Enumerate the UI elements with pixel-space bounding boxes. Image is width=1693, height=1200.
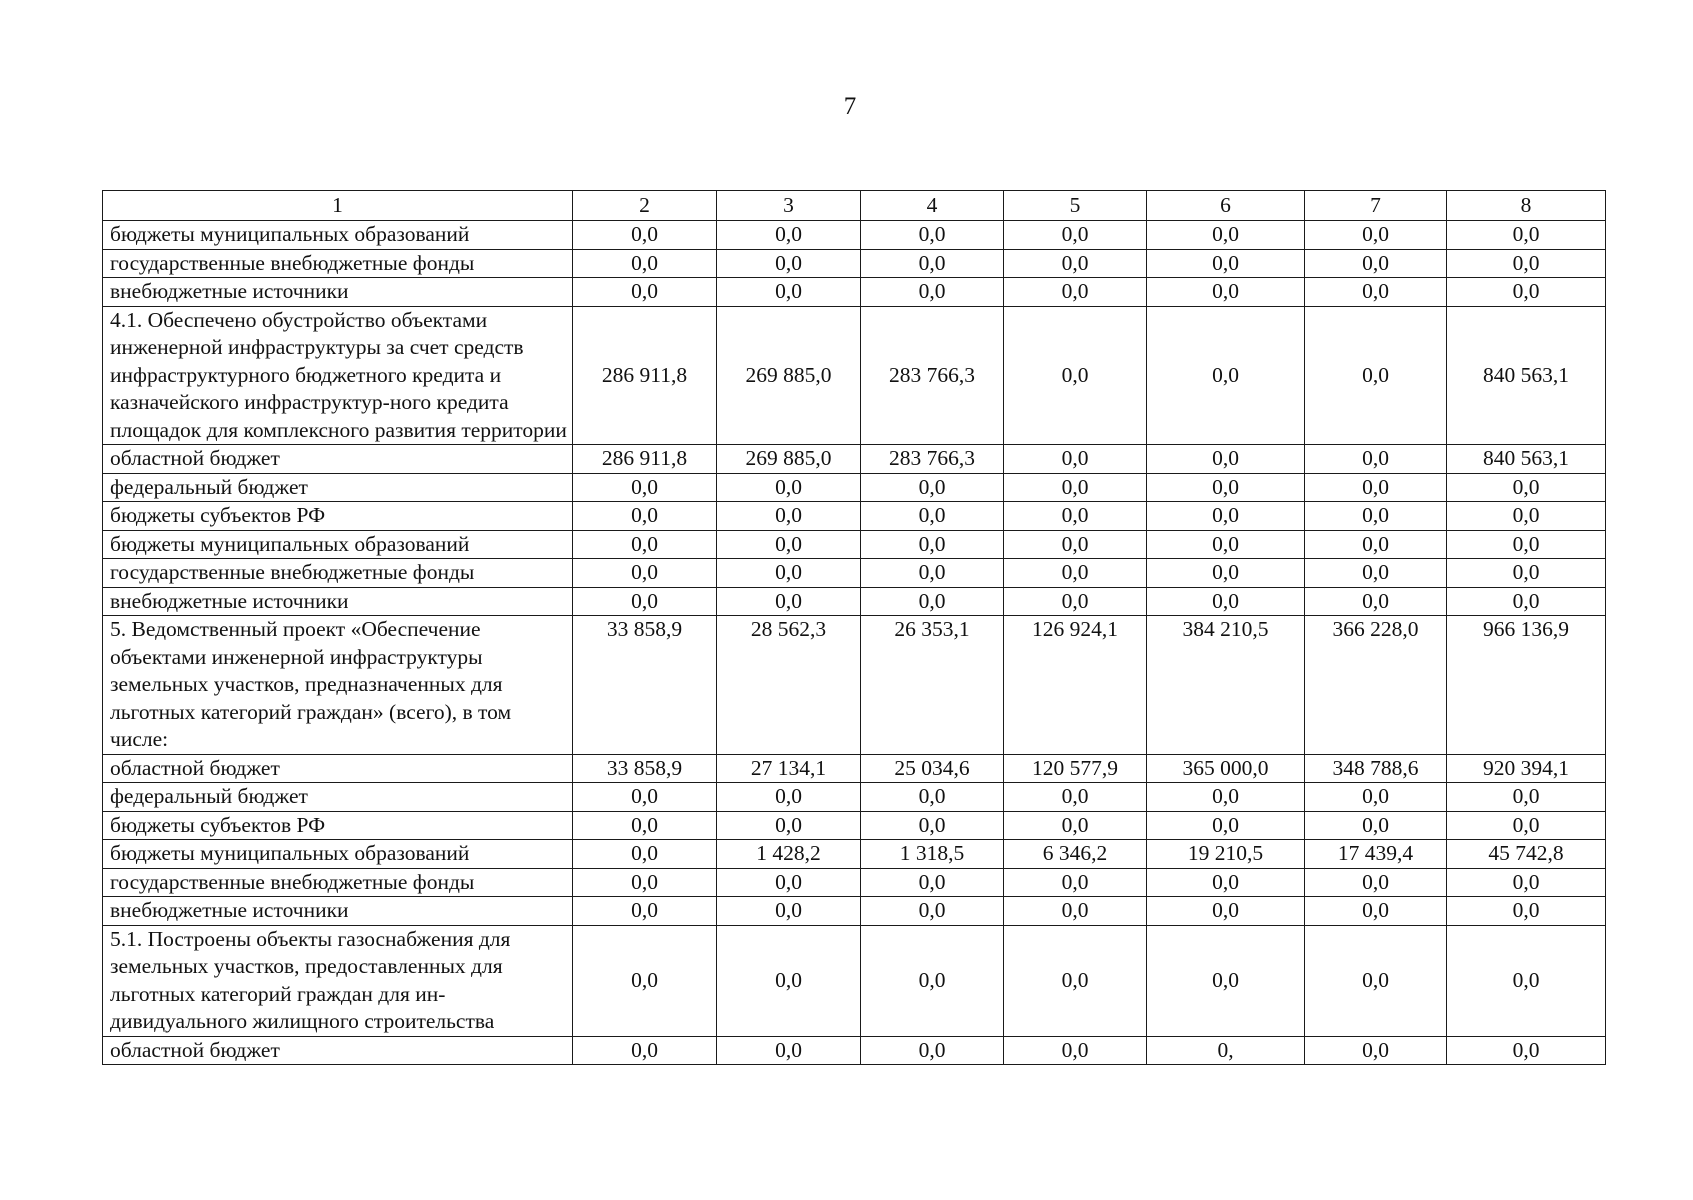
value-cell: 0,0 (717, 587, 861, 616)
value-cell: 0,0 (573, 559, 717, 588)
value-cell: 0,0 (1305, 559, 1447, 588)
table-row (103, 897, 1606, 926)
row-label: внебюджетные источники (103, 897, 573, 926)
value-cell: 0,0 (573, 868, 717, 897)
table-row (103, 249, 1606, 278)
value-cell: 0,0 (573, 530, 717, 559)
table-body (103, 221, 1606, 1065)
value-cell: 0,0 (717, 783, 861, 812)
row-label: внебюджетные источники (103, 278, 573, 307)
value-cell: 0,0 (1447, 221, 1606, 250)
value-cell: 0,0 (717, 925, 861, 1036)
value-cell: 0,0 (1004, 278, 1147, 307)
value-cell: 0,0 (1004, 502, 1147, 531)
value-cell: 0,0 (861, 530, 1004, 559)
row-label: бюджеты муниципальных образований (103, 840, 573, 869)
value-cell: 0,0 (573, 840, 717, 869)
value-cell: 0,0 (1447, 1036, 1606, 1065)
value-cell: 0,0 (1447, 559, 1606, 588)
row-label: областной бюджет (103, 445, 573, 474)
value-cell: 0,0 (1004, 925, 1147, 1036)
value-cell: 0,0 (1004, 811, 1147, 840)
value-cell: 0,0 (1147, 445, 1305, 474)
value-cell: 0,0 (1305, 897, 1447, 926)
value-cell: 0,0 (717, 530, 861, 559)
value-cell: 0,0 (1447, 868, 1606, 897)
value-cell: 25 034,6 (861, 754, 1004, 783)
value-cell: 0,0 (1305, 530, 1447, 559)
value-cell: 28 562,3 (717, 616, 861, 755)
value-cell: 0,0 (1447, 502, 1606, 531)
value-cell: 0,0 (1305, 587, 1447, 616)
row-label: федеральный бюджет (103, 473, 573, 502)
row-label: 4.1. Обеспечено обустройство объектами инженерной инфраструктуры за счет средств инфраструктурного бюджетного кредита и казначейского инфраструктур-ного кредита площадок для комплексного развития территории (103, 306, 573, 445)
value-cell: 0,0 (1147, 530, 1305, 559)
value-cell: 0,0 (717, 897, 861, 926)
table-row (103, 278, 1606, 307)
value-cell: 0,0 (1305, 925, 1447, 1036)
table-row (103, 811, 1606, 840)
column-number: 7 (1305, 191, 1447, 221)
value-cell: 0,0 (1004, 897, 1147, 926)
value-cell: 0,0 (861, 559, 1004, 588)
value-cell: 269 885,0 (717, 445, 861, 474)
value-cell: 0,0 (573, 221, 717, 250)
row-label: федеральный бюджет (103, 783, 573, 812)
value-cell: 0,0 (1305, 249, 1447, 278)
row-label: бюджеты субъектов РФ (103, 502, 573, 531)
row-label: областной бюджет (103, 1036, 573, 1065)
row-label: бюджеты субъектов РФ (103, 811, 573, 840)
table-row (103, 530, 1606, 559)
table-row (103, 616, 1606, 755)
value-cell: 0,0 (861, 502, 1004, 531)
value-cell: 0,0 (1447, 897, 1606, 926)
value-cell: 6 346,2 (1004, 840, 1147, 869)
value-cell: 0,0 (861, 783, 1004, 812)
value-cell: 0,0 (573, 783, 717, 812)
value-cell: 0,0 (1447, 249, 1606, 278)
column-number: 2 (573, 191, 717, 221)
page-number: 7 (843, 93, 857, 120)
value-cell: 384 210,5 (1147, 616, 1305, 755)
value-cell: 0,0 (1305, 221, 1447, 250)
table-row (103, 1036, 1606, 1065)
value-cell: 286 911,8 (573, 445, 717, 474)
value-cell: 0,0 (1147, 473, 1305, 502)
value-cell: 0,0 (573, 473, 717, 502)
value-cell: 0,0 (573, 587, 717, 616)
value-cell: 0,0 (1447, 587, 1606, 616)
value-cell: 0,0 (1147, 587, 1305, 616)
row-label: государственные внебюджетные фонды (103, 559, 573, 588)
value-cell: 0,0 (1305, 473, 1447, 502)
value-cell: 0,0 (1305, 783, 1447, 812)
table-row (103, 502, 1606, 531)
row-label: 5. Ведомственный проект «Обеспечение объектами инженерной инфраструктуры земельных участков, предназначенных для льготных категорий граждан» (всего), в том числе: (103, 616, 573, 755)
value-cell: 0,0 (1147, 278, 1305, 307)
value-cell: 966 136,9 (1447, 616, 1606, 755)
value-cell: 0, (1147, 1036, 1305, 1065)
value-cell: 0,0 (573, 249, 717, 278)
value-cell: 33 858,9 (573, 616, 717, 755)
table-row (103, 840, 1606, 869)
value-cell: 1 428,2 (717, 840, 861, 869)
value-cell: 0,0 (1305, 811, 1447, 840)
value-cell: 0,0 (1447, 811, 1606, 840)
value-cell: 0,0 (861, 811, 1004, 840)
value-cell: 0,0 (1305, 1036, 1447, 1065)
value-cell: 840 563,1 (1447, 306, 1606, 445)
value-cell: 0,0 (573, 1036, 717, 1065)
value-cell: 0,0 (717, 249, 861, 278)
table-row (103, 868, 1606, 897)
column-number: 3 (717, 191, 861, 221)
row-label: внебюджетные источники (103, 587, 573, 616)
column-number: 8 (1447, 191, 1606, 221)
value-cell: 0,0 (1447, 473, 1606, 502)
value-cell: 920 394,1 (1447, 754, 1606, 783)
value-cell: 0,0 (1147, 868, 1305, 897)
value-cell: 0,0 (1004, 445, 1147, 474)
value-cell: 0,0 (1447, 783, 1606, 812)
value-cell: 0,0 (717, 559, 861, 588)
table-row (103, 559, 1606, 588)
value-cell: 0,0 (717, 502, 861, 531)
value-cell: 0,0 (1147, 783, 1305, 812)
value-cell: 26 353,1 (861, 616, 1004, 755)
value-cell: 0,0 (1447, 530, 1606, 559)
value-cell: 0,0 (861, 249, 1004, 278)
value-cell: 120 577,9 (1004, 754, 1147, 783)
value-cell: 0,0 (1004, 559, 1147, 588)
value-cell: 0,0 (717, 221, 861, 250)
value-cell: 0,0 (1305, 306, 1447, 445)
value-cell: 0,0 (717, 1036, 861, 1065)
value-cell: 0,0 (1004, 221, 1147, 250)
table-row (103, 445, 1606, 474)
value-cell: 348 788,6 (1305, 754, 1447, 783)
value-cell: 0,0 (1147, 306, 1305, 445)
table-row (103, 221, 1606, 250)
value-cell: 0,0 (1447, 278, 1606, 307)
value-cell: 0,0 (1147, 249, 1305, 278)
value-cell: 283 766,3 (861, 445, 1004, 474)
value-cell: 283 766,3 (861, 306, 1004, 445)
value-cell: 0,0 (861, 221, 1004, 250)
value-cell: 0,0 (717, 811, 861, 840)
value-cell: 0,0 (1147, 502, 1305, 531)
value-cell: 0,0 (1004, 530, 1147, 559)
value-cell: 27 134,1 (717, 754, 861, 783)
row-label: государственные внебюджетные фонды (103, 868, 573, 897)
column-number: 1 (103, 191, 573, 221)
table-row (103, 925, 1606, 1036)
value-cell: 0,0 (573, 897, 717, 926)
value-cell: 840 563,1 (1447, 445, 1606, 474)
value-cell: 33 858,9 (573, 754, 717, 783)
value-cell: 0,0 (1004, 306, 1147, 445)
value-cell: 0,0 (573, 502, 717, 531)
value-cell: 45 742,8 (1447, 840, 1606, 869)
value-cell: 0,0 (717, 278, 861, 307)
value-cell: 0,0 (1004, 1036, 1147, 1065)
value-cell: 0,0 (573, 811, 717, 840)
value-cell: 0,0 (861, 278, 1004, 307)
value-cell: 17 439,4 (1305, 840, 1447, 869)
value-cell: 0,0 (861, 1036, 1004, 1065)
value-cell: 0,0 (1004, 868, 1147, 897)
value-cell: 0,0 (1305, 278, 1447, 307)
value-cell: 286 911,8 (573, 306, 717, 445)
row-label: бюджеты муниципальных образований (103, 530, 573, 559)
column-number: 4 (861, 191, 1004, 221)
value-cell: 0,0 (1004, 249, 1147, 278)
value-cell: 0,0 (1147, 221, 1305, 250)
table-row (103, 754, 1606, 783)
value-cell: 0,0 (1004, 783, 1147, 812)
value-cell: 0,0 (573, 278, 717, 307)
column-number: 6 (1147, 191, 1305, 221)
value-cell: 365 000,0 (1147, 754, 1305, 783)
value-cell: 269 885,0 (717, 306, 861, 445)
row-label: государственные внебюджетные фонды (103, 249, 573, 278)
value-cell: 0,0 (861, 897, 1004, 926)
value-cell: 0,0 (573, 925, 717, 1036)
value-cell: 366 228,0 (1305, 616, 1447, 755)
table-row (103, 587, 1606, 616)
table-row (103, 306, 1606, 445)
value-cell: 0,0 (1305, 502, 1447, 531)
budget-table (102, 190, 1606, 1065)
value-cell: 0,0 (1447, 925, 1606, 1036)
value-cell: 0,0 (1004, 587, 1147, 616)
value-cell: 0,0 (1147, 811, 1305, 840)
value-cell: 0,0 (717, 473, 861, 502)
table-row (103, 473, 1606, 502)
value-cell: 0,0 (1147, 559, 1305, 588)
value-cell: 0,0 (861, 925, 1004, 1036)
row-label: 5.1. Построены объекты газоснабжения для земельных участков, предоставленных для льготных категорий граждан для ин-дивидуального жилищного строительства (103, 925, 573, 1036)
row-label: областной бюджет (103, 754, 573, 783)
value-cell: 0,0 (1305, 868, 1447, 897)
value-cell: 0,0 (717, 868, 861, 897)
value-cell: 0,0 (1004, 473, 1147, 502)
value-cell: 0,0 (1305, 445, 1447, 474)
value-cell: 0,0 (861, 868, 1004, 897)
value-cell: 0,0 (1147, 897, 1305, 926)
value-cell: 1 318,5 (861, 840, 1004, 869)
column-number: 5 (1004, 191, 1147, 221)
column-number-row (103, 191, 1606, 221)
value-cell: 0,0 (861, 473, 1004, 502)
table-row (103, 783, 1606, 812)
value-cell: 0,0 (1147, 925, 1305, 1036)
value-cell: 126 924,1 (1004, 616, 1147, 755)
value-cell: 19 210,5 (1147, 840, 1305, 869)
row-label: бюджеты муниципальных образований (103, 221, 573, 250)
value-cell: 0,0 (861, 587, 1004, 616)
